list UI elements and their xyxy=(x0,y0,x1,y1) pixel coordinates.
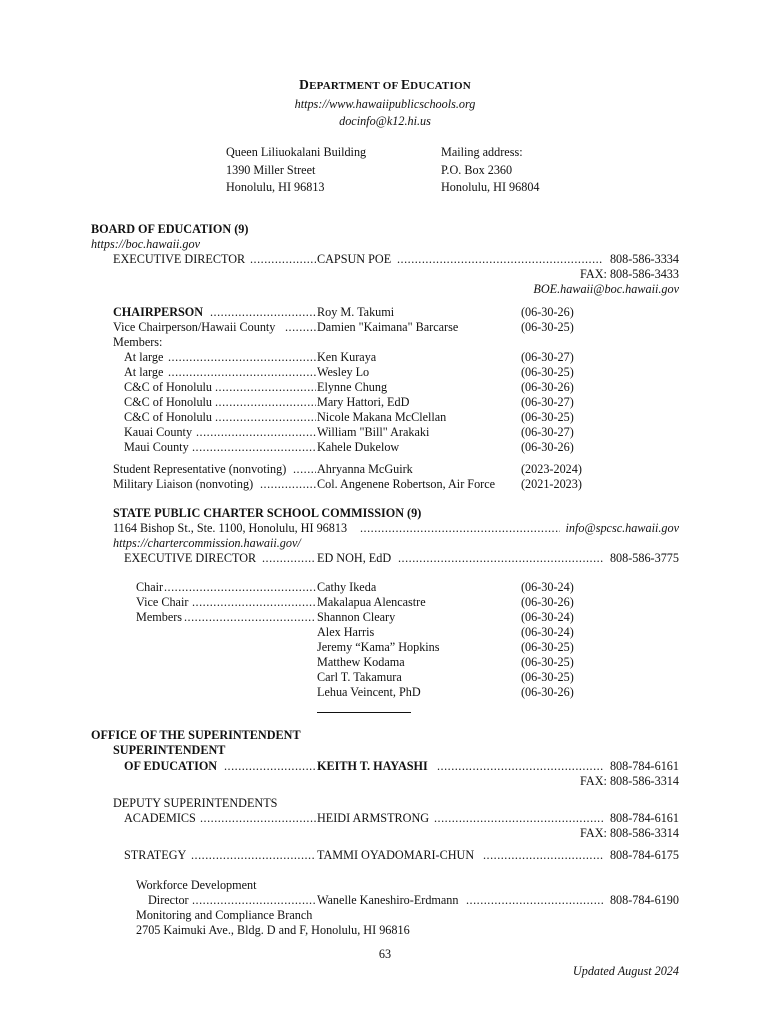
boe-member-row xyxy=(0,440,770,455)
superintendent-title: SUPERINTENDENT xyxy=(113,743,226,757)
boe-exec-name: CAPSUN POE xyxy=(317,252,392,266)
superintendent-name: KEITH T. HAYASHI xyxy=(317,759,428,773)
member-term: (06-30-26) xyxy=(521,685,574,699)
spcsc-heading: STATE PUBLIC CHARTER SCHOOL COMMISSION (9) xyxy=(113,506,422,520)
vacancy-line xyxy=(317,712,411,713)
member-district: C&C of Honolulu xyxy=(124,380,213,394)
member-name: Mary Hattori, EdD xyxy=(317,395,410,409)
officer-role: Chair xyxy=(136,580,164,594)
member-name: Elynne Chung xyxy=(317,380,388,394)
member-term: (06-30-27) xyxy=(521,395,574,409)
boe-member-row xyxy=(0,395,770,410)
academics-label: ACADEMICS xyxy=(124,811,196,825)
monitoring-branch: Monitoring and Compliance Branch xyxy=(136,908,313,922)
member-term: (06-30-24) xyxy=(521,625,574,639)
monitoring-address: 2705 Kaimuki Ave., Bldg. D and F, Honolulu, HI 96816 xyxy=(136,923,410,937)
officer-name: Cathy Ikeda xyxy=(317,580,377,594)
spcsc-exec-name: ED NOH, EdD xyxy=(317,551,392,565)
workforce-heading: Workforce Development xyxy=(136,878,257,892)
boe-url[interactable]: https://boc.hawaii.gov xyxy=(91,237,201,251)
member-name: Lehua Veincent, PhD xyxy=(317,685,421,699)
spcsc-address: 1164 Bishop St., Ste. 1100, Honolulu, HI 96813 xyxy=(113,521,348,535)
spcsc-exec-phone: 808-586-3775 xyxy=(609,551,679,565)
spcsc-member-row xyxy=(0,685,770,700)
superintendent-phone: 808-784-6161 xyxy=(609,759,679,773)
spcsc-officer-row xyxy=(0,595,770,610)
academics-name: HEIDI ARMSTRONG xyxy=(317,811,430,825)
boe-member-row xyxy=(0,350,770,365)
strategy-phone: 808-784-6175 xyxy=(609,848,679,862)
boe-exec-email[interactable]: BOE.hawaii@boc.hawaii.gov xyxy=(533,282,679,296)
member-term: (06-30-25) xyxy=(521,640,574,654)
member-name: Carl T. Takamura xyxy=(317,670,402,684)
member-name: Wesley Lo xyxy=(317,365,370,379)
boe-vice-row xyxy=(0,320,770,335)
member-district: Kauai County xyxy=(124,425,193,439)
boe-chair-term: (06-30-26) xyxy=(521,305,574,319)
spcsc-member-row xyxy=(0,670,770,685)
superintendent-row xyxy=(0,759,770,774)
academics-phone: 808-784-6161 xyxy=(609,811,679,825)
page-number: 63 xyxy=(378,947,392,961)
boe-student-rep-row xyxy=(0,462,770,477)
mailing-address: Mailing address: P.O. Box 2360 Honolulu, HI 96804 xyxy=(441,145,540,194)
boe-vice-name: Damien "Kaimana" Barcarse xyxy=(317,320,459,334)
spcsc-officer-row xyxy=(0,580,770,595)
officer-role: Members xyxy=(136,610,183,624)
boe-vice-label: Vice Chairperson/Hawaii County xyxy=(113,320,276,334)
military-liaison-label: Military Liaison (nonvoting) xyxy=(113,477,254,491)
deputy-heading: DEPUTY SUPERINTENDENTS xyxy=(113,796,278,810)
military-liaison-term: (2021-2023) xyxy=(521,477,582,491)
member-term: (06-30-26) xyxy=(521,440,574,454)
boe-exec-fax: FAX: 808-586-3433 xyxy=(580,267,679,281)
student-rep-term: (2023-2024) xyxy=(521,462,582,476)
member-term: (06-30-27) xyxy=(521,350,574,364)
officer-name: Shannon Cleary xyxy=(317,610,396,624)
member-district: At large xyxy=(124,365,164,379)
boe-members-label: Members: xyxy=(113,335,163,349)
student-rep-label: Student Representative (nonvoting) xyxy=(113,462,287,476)
officer-term: (06-30-26) xyxy=(521,595,574,609)
academics-row xyxy=(0,811,770,826)
spcsc-url[interactable]: https://chartercommission.hawaii.gov/ xyxy=(113,536,301,550)
spcsc-member-row xyxy=(0,625,770,640)
boe-military-liaison-row xyxy=(0,477,770,492)
member-district: Maui County xyxy=(124,440,189,454)
strategy-row xyxy=(0,848,770,863)
department-website[interactable]: https://www.hawaiipublicschools.org xyxy=(294,97,476,111)
member-district: C&C of Honolulu xyxy=(124,395,213,409)
military-liaison-name: Col. Angenene Robertson, Air Force xyxy=(317,477,496,491)
spcsc-address-row xyxy=(0,521,770,536)
superintendent-office-heading: OFFICE OF THE SUPERINTENDENT xyxy=(91,728,301,742)
member-name: Ken Kuraya xyxy=(317,350,377,364)
boe-chair-label: CHAIRPERSON xyxy=(113,305,204,319)
boe-member-row xyxy=(0,410,770,425)
boe-member-row xyxy=(0,425,770,440)
boe-heading: BOARD OF EDUCATION (9) xyxy=(91,222,249,236)
boe-chair-row xyxy=(0,305,770,320)
member-name: Alex Harris xyxy=(317,625,375,639)
workforce-director-name: Wanelle Kaneshiro-Erdmann xyxy=(317,893,459,907)
updated-date: Updated August 2024 xyxy=(572,964,679,978)
spcsc-member-row xyxy=(0,640,770,655)
member-district: At large xyxy=(124,350,164,364)
member-name: Nicole Makana McClellan xyxy=(317,410,447,424)
department-title: DEPARTMENT OF EDUCATION xyxy=(299,77,471,92)
member-name: Kahele Dukelow xyxy=(317,440,400,454)
member-term: (06-30-25) xyxy=(521,410,574,424)
member-name: Jeremy “Kama” Hopkins xyxy=(317,640,440,654)
officer-term: (06-30-24) xyxy=(521,610,574,624)
officer-role: Vice Chair xyxy=(136,595,189,609)
boe-member-row xyxy=(0,365,770,380)
boe-member-row xyxy=(0,380,770,395)
strategy-label: STRATEGY xyxy=(124,848,187,862)
student-rep-name: Ahryanna McGuirk xyxy=(317,462,413,476)
superintendent-fax: FAX: 808-586-3314 xyxy=(580,774,679,788)
boe-exec-row xyxy=(0,252,770,267)
member-term: (06-30-27) xyxy=(521,425,574,439)
member-term: (06-30-25) xyxy=(521,655,574,669)
academics-fax: FAX: 808-586-3314 xyxy=(580,826,679,840)
member-term: (06-30-26) xyxy=(521,380,574,394)
member-district: C&C of Honolulu xyxy=(124,410,213,424)
strategy-name: TAMMI OYADOMARI-CHUN xyxy=(317,848,475,862)
department-email[interactable]: docinfo@k12.hi.us xyxy=(339,114,431,128)
officer-name: Makalapua Alencastre xyxy=(317,595,426,609)
officer-term: (06-30-24) xyxy=(521,580,574,594)
member-term: (06-30-25) xyxy=(521,365,574,379)
member-term: (06-30-25) xyxy=(521,670,574,684)
boe-exec-label: EXECUTIVE DIRECTOR xyxy=(113,252,246,266)
spcsc-officer-row xyxy=(0,610,770,625)
spcsc-exec-label: EXECUTIVE DIRECTOR xyxy=(124,551,257,565)
workforce-director-row xyxy=(0,893,770,908)
spcsc-member-row xyxy=(0,655,770,670)
workforce-director-phone: 808-784-6190 xyxy=(609,893,679,907)
boe-exec-phone: 808-586-3334 xyxy=(609,252,679,266)
member-name: William "Bill" Arakaki xyxy=(317,425,430,439)
physical-address: Queen Liliuokalani Building 1390 Miller Street Honolulu, HI 96813 xyxy=(226,145,367,194)
member-name: Matthew Kodama xyxy=(317,655,405,669)
superintendent-title-2: OF EDUCATION xyxy=(124,759,218,773)
workforce-director-label: Director xyxy=(148,893,189,907)
spcsc-exec-row xyxy=(0,551,770,566)
spcsc-email[interactable]: info@spcsc.hawaii.gov xyxy=(565,521,679,535)
boe-vice-term: (06-30-25) xyxy=(521,320,574,334)
boe-chair-name: Roy M. Takumi xyxy=(317,305,395,319)
